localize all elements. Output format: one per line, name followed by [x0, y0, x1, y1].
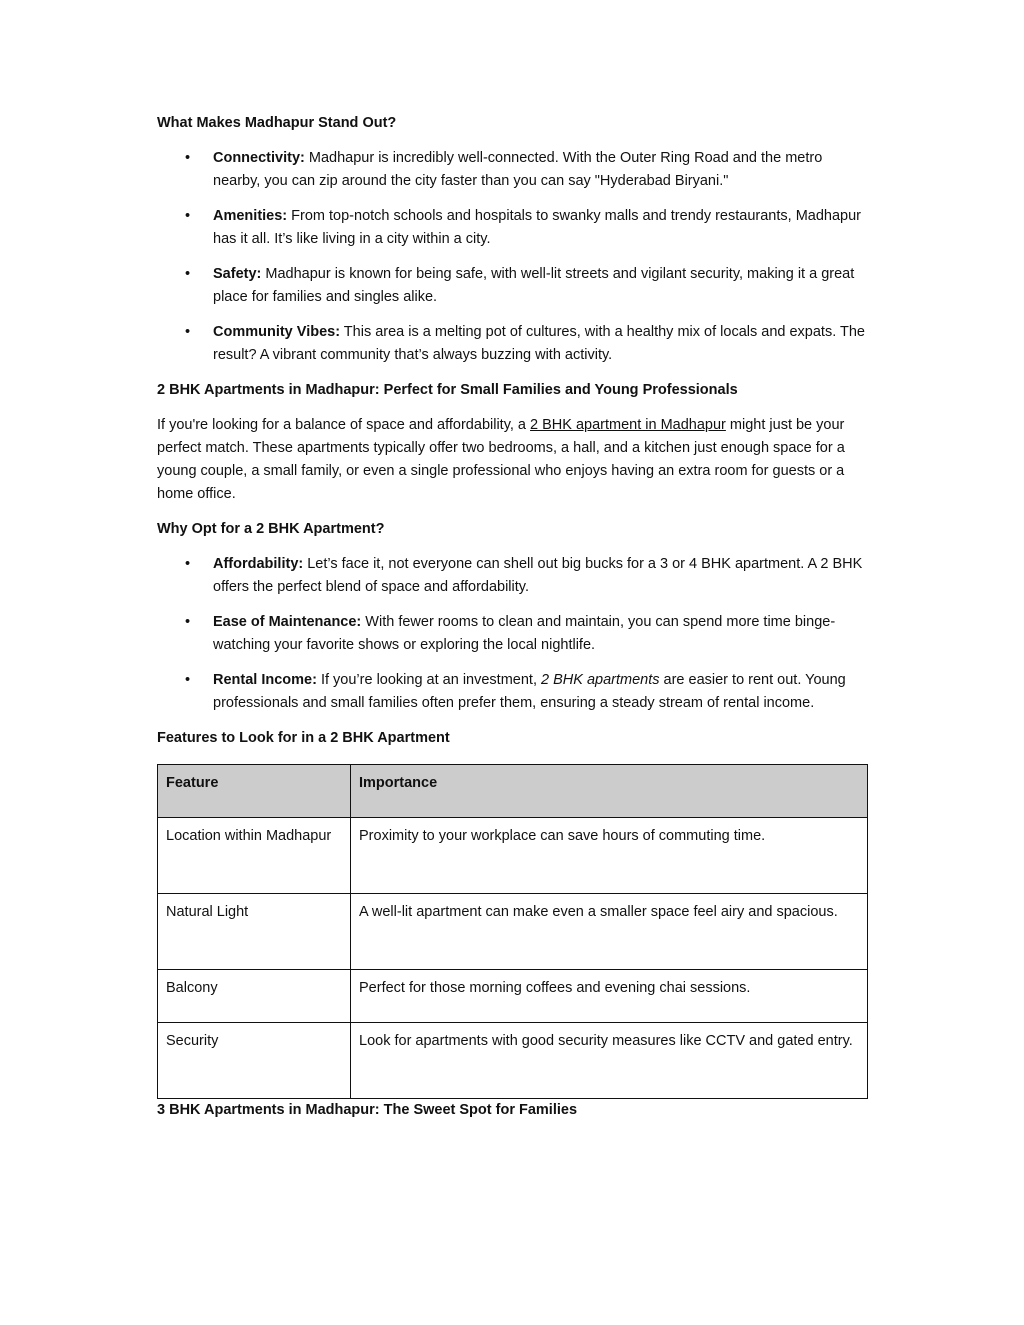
table-row [158, 894, 868, 970]
table-row [158, 818, 868, 894]
bullet: • [185, 556, 191, 572]
list-item [157, 553, 868, 599]
cell-importance: A well-lit apartment can make even a smaller space feel airy and spacious. [351, 894, 868, 970]
cell-feature: Location within Madhapur [158, 818, 351, 894]
heading-2bhk-apartments: 2 BHK Apartments in Madhapur: Perfect for Small Families and Young Professionals [157, 382, 738, 398]
item-text: With fewer rooms to clean and maintain, you can spend more time binge-watching your favorite shows or exploring the local nightlife. [213, 614, 836, 653]
cell-importance: Look for apartments with good security measures like CCTV and gated entry. [351, 1023, 868, 1099]
cell-feature: Balcony [158, 970, 351, 1023]
list-item [157, 611, 868, 657]
item-text: Madhapur is incredibly well-connected. With the Outer Ring Road and the metro nearby, you can zip around the city faster than you can say "Hyderabad Biryani." [213, 150, 823, 189]
cell-importance: Proximity to your workplace can save hours of commuting time. [351, 818, 868, 894]
item-label: Ease of Maintenance: [213, 614, 362, 630]
item-label: Community Vibes: [213, 324, 341, 340]
bullet: • [185, 672, 191, 688]
item-label: Connectivity: [213, 150, 305, 166]
list-item [157, 321, 868, 367]
item-text: From top-notch schools and hospitals to swanky malls and trendy restaurants, Madhapur has it all. It’s like living in a city within a city. [213, 208, 861, 247]
item-text: Madhapur is known for being safe, with well-lit streets and vigilant security, making it a great place for families and singles alike. [213, 266, 855, 305]
bullet: • [185, 266, 191, 282]
list-item [157, 263, 868, 309]
header-feature: Feature [158, 765, 351, 818]
list-item [157, 147, 868, 193]
bullet: • [185, 150, 191, 166]
heading-madhapur-stand-out: What Makes Madhapur Stand Out? [157, 115, 397, 131]
paragraph-2bhk-intro [157, 414, 868, 506]
table-header-row [158, 765, 868, 818]
cell-feature: Security [158, 1023, 351, 1099]
para-text: If you're looking for a balance of space and affordability, a [157, 417, 531, 433]
item-text: Let’s face it, not everyone can shell out big bucks for a 3 or 4 BHK apartment. A 2 BHK offers the perfect blend of space and affordability. [213, 556, 863, 595]
heading-3bhk-apartments: 3 BHK Apartments in Madhapur: The Sweet Spot for Families [157, 1102, 578, 1118]
bullet: • [185, 324, 191, 340]
table-row [158, 1023, 868, 1099]
item-label: Safety: [213, 266, 262, 282]
item-text: This area is a melting pot of cultures, with a healthy mix of locals and expats. The result? A vibrant community that’s always buzzing with activity. [213, 324, 865, 363]
table-row [158, 970, 868, 1023]
header-importance: Importance [351, 765, 868, 818]
stand-out-list [157, 147, 868, 367]
why-opt-list [157, 553, 868, 715]
cell-importance: Perfect for those morning coffees and evening chai sessions. [351, 970, 868, 1023]
item-italic-text: 2 BHK apartments [541, 672, 660, 688]
cell-feature: Natural Light [158, 894, 351, 970]
heading-features-2bhk: Features to Look for in a 2 BHK Apartment [157, 730, 450, 746]
list-item [157, 669, 868, 715]
bullet: • [185, 614, 191, 630]
item-label: Affordability: [213, 556, 304, 572]
item-label: Amenities: [213, 208, 288, 224]
document-page [157, 112, 868, 1122]
link-2bhk-apartment-madhapur[interactable]: 2 BHK apartment in Madhapur [530, 417, 726, 433]
para-text: might just be your perfect match. These apartments typically offer two bedrooms, a hall, and a kitchen just enough space for a young couple, a small family, or even a single professional who enjoys having an extra room for guests or a home office. [157, 417, 845, 502]
item-text: are easier to rent out. Young professionals and small families often prefer them, ensuring a steady stream of rental income. [213, 672, 846, 711]
list-item [157, 205, 868, 251]
features-table [157, 764, 868, 1099]
item-label: Rental Income: [213, 672, 317, 688]
item-text: If you’re looking at an investment, [316, 672, 542, 688]
heading-why-opt-2bhk: Why Opt for a 2 BHK Apartment? [157, 521, 385, 537]
bullet: • [185, 208, 191, 224]
